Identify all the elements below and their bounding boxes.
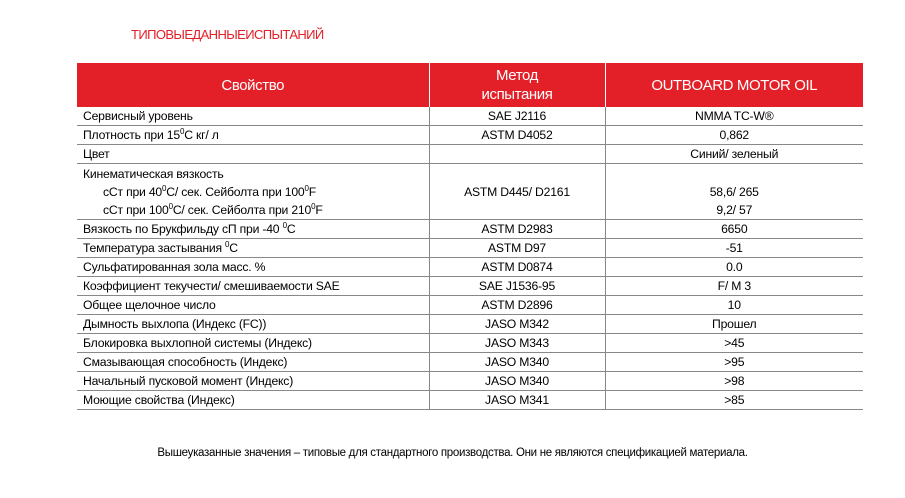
table-row <box>77 315 863 334</box>
header-method-line1: Метод <box>496 67 538 84</box>
method-cell: ASTM D445/ D2161 <box>429 164 605 220</box>
method-cell: SAE J1536-95 <box>429 277 605 296</box>
property-subline: сСт при $40^0С/$ сек. Сейболта при $100^0F$ <box>103 183 317 199</box>
property-cell: Смазывающая способность (Индекс) <box>77 353 429 372</box>
footnote: Вышеуказанные значения – типовые для стандартного производства. Они не являются спецификацией материала. <box>157 447 748 459</box>
method-cell: JASO M341 <box>429 391 605 410</box>
method-cell: JASO M342 <box>429 315 605 334</box>
value-cell: Синий/ зеленый <box>605 145 863 164</box>
table-row <box>77 107 863 126</box>
value-cell: F/ M 3 <box>605 277 863 296</box>
value-cell: >98 <box>605 372 863 391</box>
value-cell: >95 <box>605 353 863 372</box>
value-line: 9,2/ 57 <box>716 202 753 217</box>
method-cell: ASTM D2896 <box>429 296 605 315</box>
table-row <box>77 296 863 315</box>
table-row <box>77 220 863 239</box>
value-line: 58,6/ 265 <box>709 184 759 199</box>
property-cell: Температура застывания $^0$С <box>77 239 429 258</box>
property-line: Кинематическая вязкость <box>83 166 224 181</box>
table-row <box>77 239 863 258</box>
method-cell: JASO M343 <box>429 334 605 353</box>
header-product: OUTBOARD MOTOR OIL <box>605 63 863 107</box>
table-row <box>77 145 863 164</box>
property-text: Плотность при 15 <box>83 128 180 142</box>
value-cell: >85 <box>605 391 863 410</box>
property-cell: Дымность выхлопа (Индекс (FC)) <box>77 315 429 334</box>
value-cell: 6650 <box>605 220 863 239</box>
property-cell <box>77 164 429 220</box>
header-method <box>429 63 605 107</box>
table-header-row <box>77 63 863 107</box>
property-cell: Начальный пусковой момент (Индекс) <box>77 372 429 391</box>
table-row <box>77 126 863 145</box>
header-method-line2: испытания <box>481 86 553 103</box>
method-cell <box>429 145 605 164</box>
property-cell: Сульфатированная зола масс. % <box>77 258 429 277</box>
table-row <box>77 277 863 296</box>
value-cell: 0,862 <box>605 126 863 145</box>
table-row <box>77 258 863 277</box>
value-cell: -51 <box>605 239 863 258</box>
value-cell: NMMA TC-W® <box>605 107 863 126</box>
table-row <box>77 353 863 372</box>
property-cell: Блокировка выхлопной системы (Индекс) <box>77 334 429 353</box>
property-cell: Общее щелочное число <box>77 296 429 315</box>
test-data-table <box>77 63 863 410</box>
property-cell <box>77 126 429 145</box>
method-cell: SAE J2116 <box>429 107 605 126</box>
method-cell: JASO M340 <box>429 353 605 372</box>
property-cell: Коэффициент текучести/ смешиваемости SAE <box>77 277 429 296</box>
table-row <box>77 391 863 410</box>
value-cell: >45 <box>605 334 863 353</box>
method-cell: ASTM D2983 <box>429 220 605 239</box>
property-subline: сСт при $100^0С/$ сек. Сейболта при $210^0F$ <box>103 201 323 217</box>
method-cell: JASO M340 <box>429 372 605 391</box>
method-cell: ASTM D97 <box>429 239 605 258</box>
method-cell: ASTM D0874 <box>429 258 605 277</box>
property-sup: 0 <box>179 126 185 136</box>
table-row <box>77 334 863 353</box>
method-cell: ASTM D4052 <box>429 126 605 145</box>
page-title: ТИПОВЫЕДАННЫЕИСПЫТАНИЙ <box>131 27 324 42</box>
property-cell: Сервисный уровень <box>77 107 429 126</box>
property-tail: С кг/ л <box>184 128 219 142</box>
property-cell: Цвет <box>77 145 429 164</box>
table-row <box>77 372 863 391</box>
value-cell: Прошел <box>605 315 863 334</box>
property-cell: Моющие свойства (Индекс) <box>77 391 429 410</box>
property-cell: Вязкость по Брукфильду сП при -40 $^0$С <box>77 220 429 239</box>
value-cell: 10 <box>605 296 863 315</box>
header-property: Свойство <box>77 63 429 107</box>
value-cell: 0.0 <box>605 258 863 277</box>
value-cell <box>605 164 863 220</box>
table-row-kinematic-viscosity <box>77 164 863 220</box>
